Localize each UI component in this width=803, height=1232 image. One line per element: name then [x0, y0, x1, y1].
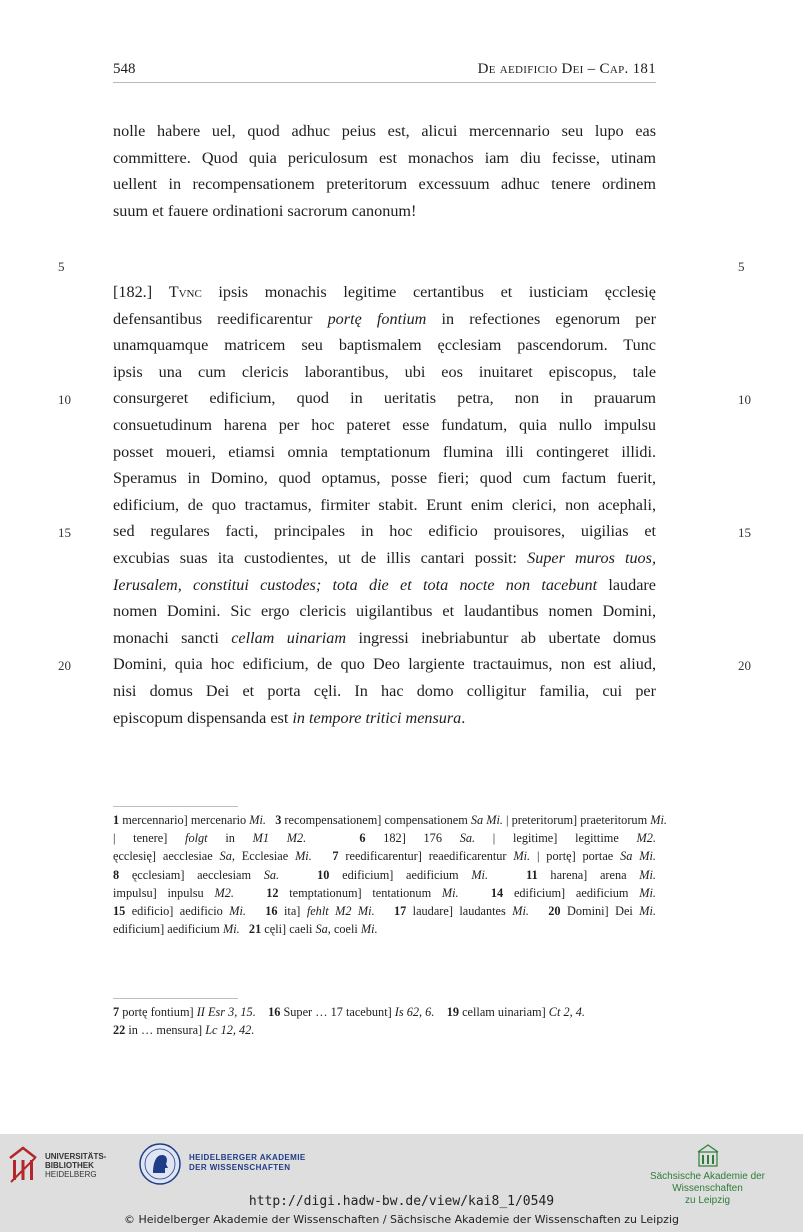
- text-span: ingressi inebriabuntur ab ubertate domus: [346, 628, 657, 647]
- apparatus-entry-cont: impulsu] inpulsu M2.: [113, 885, 234, 900]
- apparatus-entry-cont: edificium] aedificium Mi.: [113, 922, 240, 937]
- source-entry: 7 portę fontium] II Esr 3, 15.: [113, 1005, 256, 1019]
- text-line: [113, 279, 656, 306]
- apparatus-entry-cont: | tenere] folgt in M1 M2.: [113, 831, 307, 846]
- quotation: Super muros tuos,: [527, 548, 656, 567]
- apparatus-entry: 7 reedificarentur] reaedificarentur Mi. | portę] portae Sa Mi.: [332, 849, 656, 864]
- line-number-left-10: 10: [58, 392, 71, 407]
- apparatus-entry: 21 cęli] caeli Sa, coeli Mi.: [248, 922, 378, 937]
- line-number-left-20: 20: [58, 658, 71, 673]
- text-span: episcopum dispensanda est: [113, 708, 293, 727]
- line-number-left-5: 5: [58, 259, 65, 274]
- text-line: posset moueri, etiamsi omnia temptationum flumina illi contingeret illidi.: [113, 442, 656, 461]
- apparatus-rule: [113, 806, 238, 807]
- paragraph-2: [113, 279, 656, 731]
- text-line: uellent in recompensationem preteritorum excessuum adhuc tenere ordinem: [113, 175, 656, 194]
- university-library-name[interactable]: UNIVERSITÄTS- BIBLIOTHEK HEIDELBERG: [45, 1152, 107, 1179]
- text-line: edificium, de quo tractamus, firmiter stabit. Erunt enim clerici, non acephali,: [113, 495, 656, 514]
- chapter-number: [182.]: [113, 283, 169, 301]
- text-line: suum et fauere ordinationi sacrorum canonum!: [113, 201, 417, 220]
- text-span: laudare: [597, 575, 656, 594]
- apparatus-entry: 8 ęcclesiam] aecclesiam Sa.: [113, 867, 280, 882]
- source-entry: 16 Super … 17 tacebunt] Is 62, 6.: [268, 1005, 435, 1019]
- saxon-academy-building-icon[interactable]: [697, 1144, 719, 1168]
- line-number-right-10: 10: [738, 392, 751, 407]
- saxon-academy-name[interactable]: Sächsische Akademie der Wissenschaften zu Leipzig: [649, 1171, 766, 1206]
- text-span: .: [461, 708, 466, 727]
- apparatus-line: [113, 1003, 656, 1021]
- text-line: sed regulares facti, principales in hoc edificio prouisores, uigilias et: [113, 522, 656, 541]
- line-number-right-15: 15: [738, 525, 751, 540]
- apparatus-line: [113, 866, 656, 884]
- apparatus-entry: 12 temptationum] tentationum Mi.: [266, 885, 459, 900]
- apparatus-line: [113, 920, 656, 938]
- apparatus-line: [113, 1021, 656, 1039]
- text-span: defensantibus reedificarentur: [113, 309, 328, 328]
- academy-name[interactable]: HEIDELBERGER AKADEMIE DER WISSENSCHAFTEN: [189, 1153, 306, 1172]
- apparatus-entry: 17 laudare] laudantes Mi.: [393, 904, 529, 919]
- apparatus-line: [113, 829, 656, 847]
- apparatus-line: [113, 847, 656, 865]
- apparatus-entry: 11 harena] arena Mi.: [526, 867, 656, 882]
- source-entry: 19 cellam uinariam] Ct 2, 4.: [446, 1005, 586, 1019]
- apparatus-entry: 14 edificium] aedificium Mi.: [490, 885, 656, 900]
- apparatus-entry-cont: ęcclesię] aecclesiae Sa, Ecclesiae Mi.: [113, 849, 312, 864]
- text-line: nisi domus Dei et porta cęli. In hac domo colligitur familia, cui per: [113, 681, 656, 700]
- line-number-left-15: 15: [58, 525, 71, 540]
- source-entry: 22 in … mensura] Lc 12, 42.: [113, 1023, 255, 1038]
- text-span: excubias suas ita custodientes, ut de illis cantari possit:: [113, 548, 528, 567]
- incipit-word: Tvnc: [168, 283, 202, 301]
- running-header: [113, 60, 656, 83]
- apparatus-line: [113, 902, 656, 920]
- text-span: in refectiones egenorum per: [426, 309, 656, 328]
- academy-seal-icon[interactable]: [139, 1143, 181, 1185]
- sources-rule: [113, 998, 238, 999]
- text-line: Speramus in Domino, quod optamus, posse fieri; quod cum factum fuerit,: [113, 469, 656, 488]
- text-line: nomen Domini. Sic ergo clericis uigilantibus et laudantibus nomen Domini,: [113, 602, 656, 621]
- text-line: committere. Quod quia periculosum est monachos iam diu fecisse, utinam: [113, 148, 656, 167]
- text-line: [113, 572, 656, 599]
- text-line: [113, 625, 656, 652]
- quotation: portę fontium: [327, 309, 427, 328]
- apparatus-criticus: [113, 811, 667, 938]
- running-title: De aedificio Dei – Cap. 181: [477, 61, 656, 77]
- footer-bar: [0, 1134, 803, 1232]
- apparatus-entry: 6 182] 176 Sa. | legitime] legittime M2.: [359, 831, 656, 846]
- text-line: consuetudinum harena per hoc pateret esse fundatum, quia nullo impulsu: [113, 415, 656, 434]
- quotation: Ierusalem, constitui custodes; tota die et tota nocte non tacebunt: [113, 575, 598, 594]
- apparatus-entry: 10 edificium] aedificium Mi.: [317, 867, 489, 882]
- apparatus-entry: 16 ita] fehlt M2 Mi.: [265, 904, 375, 919]
- apparatus-entry: 3 recompensationem] compensationem Sa Mi. | preteritorum] praeteritorum Mi.: [275, 813, 667, 827]
- quotation: in tempore tritici mensura: [292, 708, 462, 727]
- university-library-logo-icon[interactable]: [8, 1144, 38, 1184]
- apparatus-line: [113, 884, 656, 902]
- apparatus-entry: 1 mercennario] mercenario Mi.: [113, 813, 266, 827]
- paragraph-1: [113, 118, 656, 224]
- quotation: cellam uinariam: [231, 628, 347, 647]
- text-line: consurgeret edificium, quod in ueritatis petra, non in prauarum: [113, 389, 656, 408]
- text-span: ipsis monachis legitime certantibus et iusticiam ęcclesię: [201, 283, 656, 301]
- apparatus-fontium: [113, 1003, 656, 1039]
- permalink-url[interactable]: http://digi.hadw-bw.de/view/kai8_1/0549: [248, 1194, 555, 1209]
- copyright-notice: © Heidelberger Akademie der Wissenschaften / Sächsische Akademie der Wissenschaften zu Leipzig: [123, 1213, 679, 1226]
- text-line: [113, 545, 656, 572]
- text-line: unamquamque matricem seu baptismalem ęcclesiam pascendorum. Tunc: [113, 336, 656, 355]
- text-line: [113, 306, 656, 333]
- line-number-right-5: 5: [738, 259, 745, 274]
- apparatus-entry: 15 edificio] aedificio Mi.: [113, 904, 246, 919]
- text-span: monachi sancti: [113, 628, 232, 647]
- text-line: ipsis una cum clericis laborantibus, ubi eos inuitaret episcopus, tale: [113, 362, 656, 381]
- apparatus-entry: 20 Domini] Dei Mi.: [548, 904, 656, 919]
- page-number: 548: [113, 61, 136, 77]
- text-line: Domini, quia hoc edificium, de quo Deo largiente tractauimus, non est aliud,: [113, 655, 656, 674]
- text-line: nolle habere uel, quod adhuc peius est, alicui mercennario seu lupo eas: [113, 122, 656, 140]
- apparatus-line: [113, 811, 667, 829]
- text-line: [113, 705, 656, 732]
- line-number-right-20: 20: [738, 658, 751, 673]
